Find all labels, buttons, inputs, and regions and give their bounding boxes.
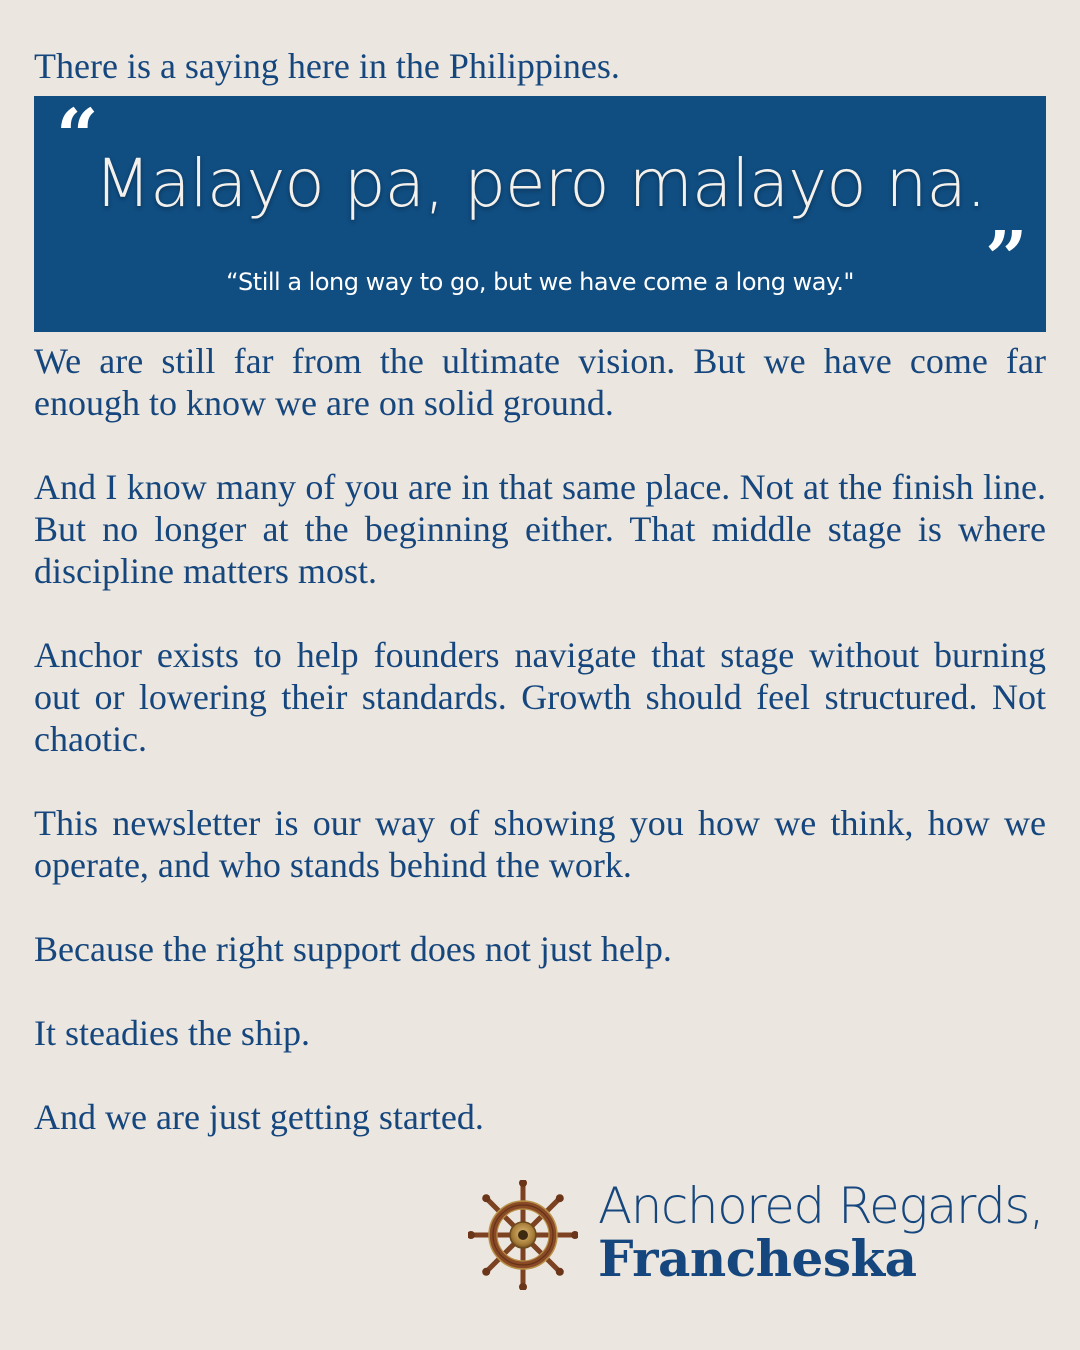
letter-body [34, 340, 1046, 1138]
paragraph: This newsletter is our way of showing you how we think, how we operate, and who stands behind the work. [34, 803, 1046, 885]
signoff-line: Anchored Regards, [598, 1177, 1044, 1235]
paragraph: And I know many of you are in that same place. Not at the finish line. But no longer at the beginning either. That middle stage is where discipline matters most. [34, 467, 1046, 591]
open-quote-icon: “ [56, 94, 99, 180]
quote-main-text: Malayo pa, pero malayo na. [94, 145, 986, 222]
paragraph: Because the right support does not just help. [34, 929, 672, 969]
paragraph: And we are just getting started. [34, 1097, 484, 1137]
intro-text: There is a saying here in the Philippines. [34, 46, 620, 86]
quote-translation: “Still a long way to go, but we have come a long way." [226, 268, 854, 296]
signoff [598, 1177, 1044, 1288]
ship-wheel-icon [468, 1180, 578, 1290]
paragraph: We are still far from the ultimate vision. But we have come far enough to know we are on solid ground. [34, 341, 1046, 423]
paragraph: Anchor exists to help founders navigate that stage without burning out or lowering their standards. Growth should feel structured. Not chaotic. [34, 635, 1046, 759]
signoff-name: Francheska [598, 1229, 917, 1288]
close-quote-icon: ” [985, 216, 1028, 302]
paragraph: It steadies the ship. [34, 1013, 310, 1053]
